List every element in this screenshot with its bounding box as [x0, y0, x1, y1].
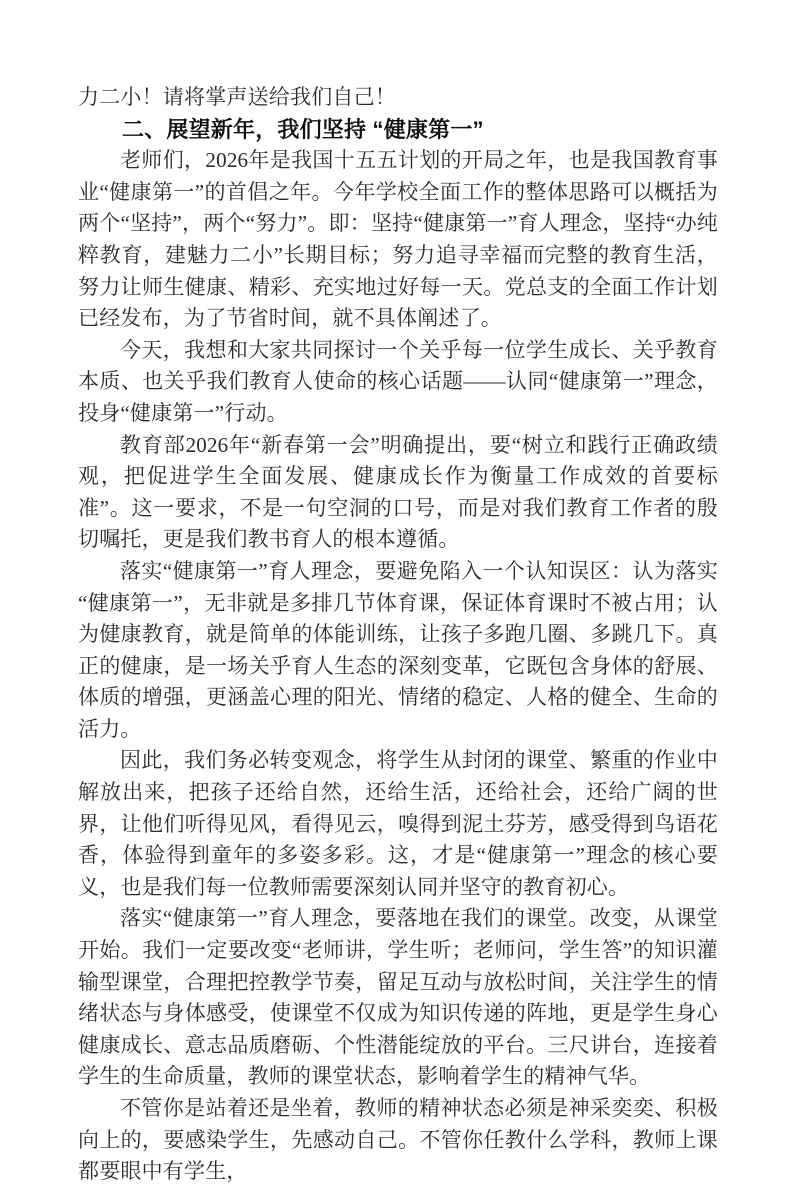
paragraph: 教育部2026年“新春第一会”明确提出，要“树立和践行正确政绩观，把促进学生全面发展、健康成长作为衡量工作成效的首要标准”。这一要求，不是一句空洞的口号，而是对我们教育工作者的殷切嘱托，更是我们教书育人的根本遵循。 — [78, 432, 718, 552]
paragraph: 落实“健康第一”育人理念，要避免陷入一个认知误区：认为落实“健康第一”，无非就是多排几节体育课，保证体育课时不被占用；认为健康教育，就是简单的体能训练，让孩子多跑几圈、多跳几下。真正的健康，是一场关乎育人生态的深刻变革，它既包含身体的舒展、体质的增强，更涵盖心理的阳光、情绪的稳定、人格的健全、生命的活力。 — [78, 558, 718, 741]
paragraph: 落实“健康第一”育人理念，要落地在我们的课堂。改变，从课堂开始。我们一定要改变“老师讲，学生听；老师问，学生答”的知识灌输型课堂，合理把控教学节奏，留足互动与放松时间，关注学生的情绪状态与身体感受，使课堂不仅成为知识传递的阵地，更是学生身心健康成长、意志品质磨砺、个性潜能绽放的平台。三尺讲台，连接着学生的生命质量，教师的课堂状态，影响着学生的精神气华。 — [78, 906, 718, 1089]
paragraph: 今天，我想和大家共同探讨一个关乎每一位学生成长、关乎教育本质、也关乎我们教育人使命的核心话题——认同“健康第一”理念，投身“健康第一”行动。 — [78, 337, 718, 425]
paragraph: 因此，我们务必转变观念，将学生从封闭的课堂、繁重的作业中解放出来，把孩子还给自然，还给生活，还给社会，还给广阔的世界，让他们听得见风，看得见云，嗅得到泥土芬芳，感受得到鸟语花香，体验得到童年的多姿多彩。这，才是“健康第一”理念的核心要义，也是我们每一位教师需要深刻认同并坚守的教育初心。 — [78, 748, 718, 899]
paragraph: 老师们，2026年是我国十五五计划的开局之年，也是我国教育事业“健康第一”的首倡之年。今年学校全面工作的整体思路可以概括为两个“坚持”，两个“努力”。即：坚持“健康第一”育人理念，坚持“办纯粹教育，建魅力二小”长期目标；努力追寻幸福而完整的教育生活，努力让师生健康、精彩、充实地过好每一天。党总支的全面工作计划已经发布，为了节省时间，就不具体阐述了。 — [78, 148, 718, 331]
paragraph-continuation: 力二小！请将掌声送给我们自己！ — [78, 85, 396, 109]
paragraph: 不管你是站着还是坐着，教师的精神状态必须是神采奕奕、积极向上的，要感染学生，先感动自己。不管你任教什么学科，教师上课都要眼中有学生， — [78, 1096, 718, 1184]
section-heading: 二、展望新年，我们坚持 “健康第一” — [122, 116, 484, 142]
